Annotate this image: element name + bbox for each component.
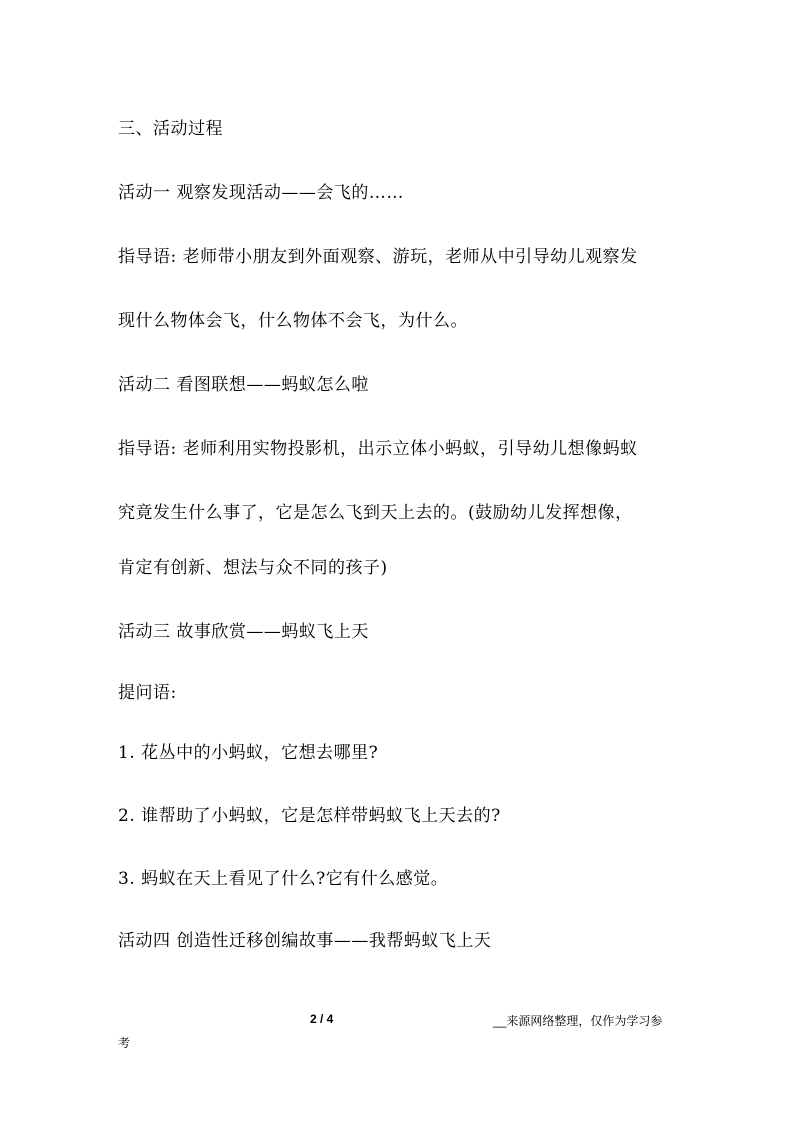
page-number: 2 / 4: [310, 1012, 334, 1026]
guidance-paragraph-line: 现什么物体会飞，什么物体不会飞，为什么。: [118, 311, 468, 331]
activity-four-title: 活动四 创造性迁移创编故事——我帮蚂蚁飞上天: [118, 931, 492, 951]
guidance-paragraph-line: 指导语: 老师利用实物投影机，出示立体小蚂蚁，引导幼儿想像蚂蚁: [118, 439, 638, 459]
activity-three-title: 活动三 故事欣赏——蚂蚁飞上天: [118, 622, 369, 642]
source-note-continued: 考: [118, 1036, 131, 1050]
activity-one-title: 活动一 观察发现活动——会飞的……: [118, 183, 404, 203]
question-item: 3. 蚂蚁在天上看见了什么?它有什么感觉。: [118, 869, 449, 889]
section-heading: 三、活动过程: [118, 119, 223, 139]
guidance-paragraph-line: 究竟发生什么事了，它是怎么飞到天上去的。(鼓励幼儿发挥想像，: [118, 503, 633, 523]
guidance-paragraph-line: 肯定有创新、想法与众不同的孩子): [118, 558, 388, 578]
source-note: __来源网络整理，仅作为学习参: [493, 1014, 663, 1028]
question-heading: 提问语:: [118, 683, 177, 703]
question-item: 1. 花丛中的小蚂蚁，它想去哪里?: [118, 743, 379, 763]
activity-two-title: 活动二 看图联想——蚂蚁怎么啦: [118, 375, 369, 395]
guidance-paragraph-line: 指导语: 老师带小朋友到外面观察、游玩，老师从中引导幼儿观察发: [118, 247, 638, 267]
question-item: 2. 谁帮助了小蚂蚁，它是怎样带蚂蚁飞上天去的?: [118, 806, 501, 826]
